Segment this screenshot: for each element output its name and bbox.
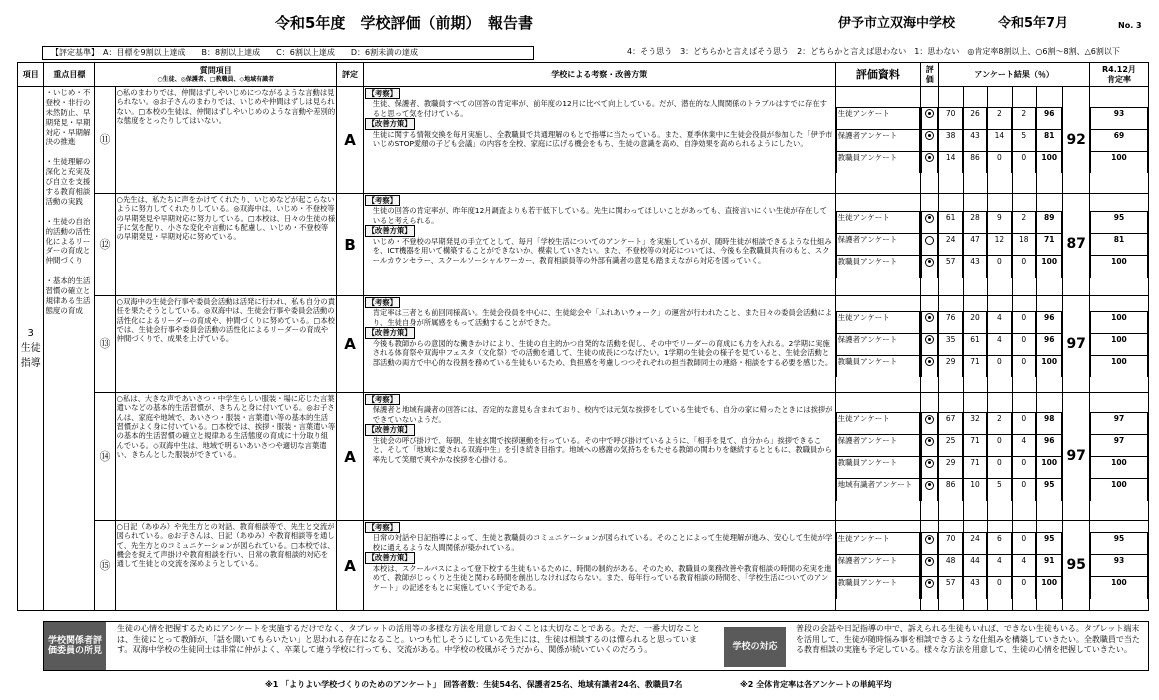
score-value: 28 bbox=[964, 212, 987, 234]
score-value: 4 bbox=[988, 555, 1011, 577]
score-value: 14 bbox=[988, 129, 1011, 151]
score-value: 4 bbox=[988, 311, 1011, 333]
discussion-cell bbox=[363, 296, 835, 393]
r4-value: 100 bbox=[1090, 151, 1147, 173]
material-name: 保護者アンケート bbox=[836, 435, 919, 457]
material-cell bbox=[835, 87, 920, 194]
score-v2 bbox=[988, 194, 1012, 296]
score-value: 96 bbox=[1037, 435, 1062, 457]
overall-rate: 97 bbox=[1063, 393, 1089, 521]
discussion-cell bbox=[363, 521, 835, 611]
rating-scale: 4：そう思う 3：どちらかと言えばそう思う 2：どちらかと言えば思わない 1：思わない ◎肯定率8割以上、○6割～8割、△6割以下 bbox=[627, 47, 1120, 56]
score-v4 bbox=[939, 393, 963, 521]
col-item: 項目 bbox=[18, 63, 44, 87]
score-value: 24 bbox=[964, 533, 987, 555]
score-v3 bbox=[963, 521, 987, 611]
col-questions: 質問項目 ○生徒、◎保護者、□教職員、◇地域有識者 bbox=[95, 63, 337, 87]
score-value: 20 bbox=[964, 311, 987, 333]
score-value: 4 bbox=[988, 333, 1011, 355]
rating-mark-icon bbox=[925, 131, 934, 140]
score-value: 43 bbox=[964, 256, 987, 278]
score-value: 0 bbox=[1013, 333, 1036, 355]
score-value: 6 bbox=[988, 533, 1011, 555]
score-value: 25 bbox=[939, 435, 962, 457]
r4-value: 100 bbox=[1090, 355, 1147, 377]
score-value: 71 bbox=[1037, 234, 1062, 256]
r4-cell bbox=[1089, 296, 1148, 393]
material-cell bbox=[835, 296, 920, 393]
question-text: ○先生は、私たちに声をかけてくれたり、いじめなどが起こらないように努力してくれたりしている。◎双海中は、いじめ・不登校等の早期発見や早期対応に努力している。□本校は、日々の生徒の様子に気を配り、小さな変化や言動にも配慮し、いじめ・不登校等の早期発見・早期対応に努めている。 bbox=[115, 194, 337, 296]
score-value: 100 bbox=[1037, 457, 1062, 479]
kaizen-label: 【改善方策】 bbox=[365, 118, 415, 129]
rating-mark-icon bbox=[925, 313, 934, 322]
score-value: 9 bbox=[988, 212, 1011, 234]
focus-item: ・生徒の自治的活動の活性化によるリーダーの育成と仲間づくり bbox=[45, 216, 91, 266]
score-value: 0 bbox=[1013, 577, 1036, 599]
row-number: ⑪ bbox=[95, 87, 115, 194]
score-v2 bbox=[988, 87, 1012, 194]
score-value: 38 bbox=[939, 129, 962, 151]
score-value: 57 bbox=[939, 256, 962, 278]
score-value: 12 bbox=[988, 234, 1011, 256]
score-v4 bbox=[939, 296, 963, 393]
score-v1 bbox=[1012, 87, 1036, 194]
score-value: 24 bbox=[939, 234, 962, 256]
score-pos bbox=[1037, 393, 1063, 521]
report-date: 令和5年7月 bbox=[998, 16, 1069, 31]
score-value: 71 bbox=[964, 457, 987, 479]
kaizen-text: 本校は、スクールバスによって登下校する生徒もいるために、時間の制約がある。そのため、教職員の業務改善や教育相談の時間の充実を進めて、教師がじっくりと生徒と関わる時間を創出しなければならない。また、毎年行っている教育相談の時間を、「学校生活についてのアンケート」の記述をもとに実施していく予定である。 bbox=[372, 563, 832, 592]
score-value: 0 bbox=[1013, 151, 1036, 173]
score-value: 47 bbox=[964, 234, 987, 256]
r4-value: 97 bbox=[1090, 413, 1147, 435]
score-value: 76 bbox=[939, 311, 962, 333]
r4-value: 95 bbox=[1090, 212, 1147, 234]
rating-mark-icon bbox=[925, 335, 934, 344]
score-value: 43 bbox=[964, 129, 987, 151]
eval-grade: A bbox=[337, 393, 363, 521]
material-name: 教職員アンケート bbox=[836, 457, 919, 479]
material-name: 教職員アンケート bbox=[836, 256, 919, 278]
score-value: 100 bbox=[1037, 256, 1062, 278]
score-v4 bbox=[939, 521, 963, 611]
score-value: 0 bbox=[988, 256, 1011, 278]
score-v4 bbox=[939, 87, 963, 194]
score-value: 91 bbox=[1037, 555, 1062, 577]
table-row bbox=[18, 296, 1149, 393]
committee-label: 学校関係者評価委員の所見 bbox=[44, 622, 106, 670]
score-value: 14 bbox=[939, 151, 962, 173]
rating-mark-icon bbox=[925, 557, 934, 566]
col-survey: アンケート結果（％） bbox=[939, 63, 1090, 87]
kousatsu-text: 生徒、保護者、教職員すべての回答の肯定率が、前年度の12月に比べて向上している。だが、潜在的な人間関係のトラブルはすでに存在すると思って気を付けている。 bbox=[372, 99, 827, 118]
kousatsu-label: 【考察】 bbox=[365, 195, 400, 206]
r4-value: 100 bbox=[1090, 457, 1147, 479]
material-name: 生徒アンケート bbox=[836, 311, 919, 333]
col-rating: 評価 bbox=[921, 63, 939, 87]
score-value: 0 bbox=[1013, 479, 1036, 501]
response-label: 学校の対応 bbox=[724, 627, 786, 667]
material-name: 保護者アンケート bbox=[836, 129, 919, 151]
eval-grade: A bbox=[337, 296, 363, 393]
score-value: 71 bbox=[964, 435, 987, 457]
focus-item: ・基本的生活習慣の確立と規律ある生活態度の育成 bbox=[45, 276, 91, 315]
score-value: 81 bbox=[1037, 129, 1062, 151]
score-value: 2 bbox=[1013, 212, 1036, 234]
r4-value: 100 bbox=[1090, 333, 1147, 355]
committee-text: 生徒の心情を把握するためにアンケートを実施するだけでなく、タブレットの活用等の多様な方法を用意しておくことは大切なことである。ただ、一番大切なことは、生徒にとって教師が、「話を聞いてもらいたい」と思われる存在になること。いつも忙しそうにしている先生には、生徒は相談するのは憚られると思っています。双海中学校の生徒同士は非常に仲がよく、卒業して違う学校に行っても、交流がある。中学校の校風がそうだから、関係が続いていくのだろう。 bbox=[117, 624, 700, 655]
question-text: ○私は、大きな声であいさつ・中学生らしい服装・場に応じた言葉遣いなどの基本的生活習慣が、きちんと身に付いている。◎お子さんは、家庭や地域で、あいさつ・服装・言葉遣い等の基本的生活習慣がよく身に付いている。□本校では、挨拶・服装・言葉遣い等の基本的生活習慣の確立と規律ある生活態度の育成に十分取り組んでいる。◇双海中生は、地域で明るいあいさつや適切な言葉遣い、きちんとした服装ができている。 bbox=[115, 393, 337, 521]
evaluation-table bbox=[17, 62, 1149, 611]
overall-rate: 87 bbox=[1063, 194, 1089, 296]
score-value: 70 bbox=[939, 107, 962, 129]
material-name: 生徒アンケート bbox=[836, 107, 919, 129]
score-value: 35 bbox=[939, 333, 962, 355]
rating-mark-icon bbox=[925, 437, 934, 446]
score-v1 bbox=[1012, 194, 1036, 296]
overall-rate: 95 bbox=[1063, 521, 1089, 611]
page-title: 令和5年度 学校評価（前期） 報告書 bbox=[275, 14, 533, 32]
school-name: 伊予市立双海中学校 bbox=[838, 16, 956, 31]
eval-grade: A bbox=[337, 87, 363, 194]
rating-cell bbox=[921, 393, 939, 521]
score-value: 61 bbox=[964, 333, 987, 355]
material-name: 生徒アンケート bbox=[836, 212, 919, 234]
score-value: 4 bbox=[1013, 435, 1036, 457]
score-value: 57 bbox=[939, 577, 962, 599]
r4-value: 100 bbox=[1090, 479, 1147, 501]
r4-value: 93 bbox=[1090, 555, 1147, 577]
rating-cell bbox=[921, 194, 939, 296]
material-name: 保護者アンケート bbox=[836, 333, 919, 355]
score-pos bbox=[1037, 296, 1063, 393]
material-name: 生徒アンケート bbox=[836, 413, 919, 435]
score-pos bbox=[1037, 521, 1063, 611]
material-name: 教職員アンケート bbox=[836, 577, 919, 599]
score-v1 bbox=[1012, 296, 1036, 393]
score-value: 0 bbox=[1013, 533, 1036, 555]
overall-rate: 97 bbox=[1063, 296, 1089, 393]
score-value: 0 bbox=[1013, 413, 1036, 435]
r4-value: 97 bbox=[1090, 435, 1147, 457]
score-value: 67 bbox=[939, 413, 962, 435]
col-discussion: 学校による考察・改善方策 bbox=[363, 63, 835, 87]
score-v2 bbox=[988, 521, 1012, 611]
r4-cell bbox=[1089, 194, 1148, 296]
kaizen-text: いじめ・不登校の早期発見の手立てとして、毎月「学校生活についてのアンケート」を実施しているが、随時生徒が相談できるような仕組みを、ICT機器を用いて構築することができないか、模索していきたい。また、不登校等の対応については、今後も全教職員共有のもと、スクールカウンセラー、スクールソーシャルワーカー、教育相談員等の外部有識者の意見も踏まえながら対応を図っていく。 bbox=[372, 236, 832, 265]
rating-mark-icon bbox=[925, 481, 934, 490]
material-cell bbox=[835, 393, 920, 521]
score-value: 61 bbox=[939, 212, 962, 234]
kousatsu-label: 【考察】 bbox=[365, 297, 400, 308]
rating-cell bbox=[921, 87, 939, 194]
r4-value: 95 bbox=[1090, 533, 1147, 555]
evaluation-criteria: 【評定基準】 A：目標を9割以上達成 B：8割以上達成 C：6割以上達成 D：6割未満の達成 bbox=[42, 46, 534, 60]
score-value: 96 bbox=[1037, 333, 1062, 355]
kousatsu-text: 肯定率は三者とも前回同様高い。生徒会役員を中心に、生徒総会や「ふれあいウォーク」の運営が行われたこと、また日々の委員会活動により、生徒自身が所属感をもって活動することができた。 bbox=[372, 308, 833, 327]
rating-mark-icon bbox=[925, 236, 934, 245]
overall-rate: 92 bbox=[1063, 87, 1089, 194]
score-value: 29 bbox=[939, 355, 962, 377]
rating-mark-icon bbox=[925, 579, 934, 588]
eval-grade: A bbox=[337, 521, 363, 611]
rating-cell bbox=[921, 521, 939, 611]
response-text: 普段の会話や日記指導の中で、訴えられる生徒もいれば、できない生徒もいる。タブレット端末を活用して、生徒が随時悩み事を相談できるような仕組みを構築していきたい。全教職員で当たる教育相談の実施も予定している。様々な方法を用意して、生徒の心情を把握していきたい。 bbox=[796, 624, 1140, 655]
score-value: 10 bbox=[964, 479, 987, 501]
rating-mark-icon bbox=[925, 535, 934, 544]
question-text: ○私のまわりでは、仲間はずしやいじめにつながるような言動は見られない。◎お子さんのまわりでは、いじめや仲間はずしは見られない。□本校の生徒は、仲間はずしやいじめのような言動や差別的な態度をとったりしてはいない。 bbox=[115, 87, 337, 194]
rating-mark-icon bbox=[925, 415, 934, 424]
r4-cell bbox=[1089, 393, 1148, 521]
score-value: 18 bbox=[1013, 234, 1036, 256]
eval-grade: B bbox=[337, 194, 363, 296]
table-row bbox=[18, 393, 1149, 521]
kousatsu-text: 日常の対話や日記指導によって、生徒と教職員のコミュニケーションが図られている。そのことによって生徒理解が進み、安心して生徒が学校に通えるような人間関係が築かれている。 bbox=[372, 533, 833, 552]
rating-mark-icon bbox=[925, 109, 934, 118]
kousatsu-label: 【考察】 bbox=[365, 394, 400, 405]
score-value: 86 bbox=[964, 151, 987, 173]
score-value: 0 bbox=[988, 355, 1011, 377]
kaizen-text: 今後も教師からの意図的な働きかけにより、生徒の自主的かつ自発的な活動を促し、その中でリーダーの育成にも力を入れる。2学期に実施される体育祭や双海中フェスタ（文化祭）での活動を通して、生徒の成長につなげたい。1学期の生徒会の様子を見ていると、生徒会活動と部活動の両方で中心的な役割を務めている生徒もいるため、負担感を考慮しつつそれぞれの担当教師同士の連絡・相談をする必要を感じた。 bbox=[372, 338, 833, 367]
r4-value: 100 bbox=[1090, 577, 1147, 599]
col-focus: 重点目標 bbox=[44, 63, 95, 87]
score-value: 26 bbox=[964, 107, 987, 129]
material-name: 地域有識者アンケート bbox=[836, 479, 919, 501]
score-v3 bbox=[963, 87, 987, 194]
score-value: 4 bbox=[1013, 555, 1036, 577]
score-value: 0 bbox=[1013, 355, 1036, 377]
rating-mark-icon bbox=[925, 214, 934, 223]
score-value: 100 bbox=[1037, 355, 1062, 377]
score-value: 86 bbox=[939, 479, 962, 501]
material-name: 教職員アンケート bbox=[836, 355, 919, 377]
discussion-cell bbox=[363, 393, 835, 521]
material-name: 生徒アンケート bbox=[836, 533, 919, 555]
rating-mark-icon bbox=[925, 153, 934, 162]
r4-cell bbox=[1089, 87, 1148, 194]
score-v1 bbox=[1012, 393, 1036, 521]
rating-cell bbox=[921, 296, 939, 393]
row-number: ⑮ bbox=[95, 521, 115, 611]
score-v3 bbox=[963, 194, 987, 296]
score-value: 100 bbox=[1037, 577, 1062, 599]
question-text: ○双海中の生徒会行事や委員会活動は活発に行われ、私も自分の責任を果たそうとしている。◎双海中は、生徒会行事や委員会活動の活性化によるリーダーの育成や、仲間づくりに努めている。□本校では、生徒会行事や委員会活動の活性化によるリーダーの育成や仲間づくりで、成果を上げている。 bbox=[115, 296, 337, 393]
score-value: 0 bbox=[1013, 311, 1036, 333]
material-cell bbox=[835, 194, 920, 296]
kousatsu-text: 保護者と地域有識者の回答には、否定的な意見も含まれており、校内では元気な挨拶をしている生徒でも、自分の家に帰ったときには挨拶ができていないようだ。 bbox=[372, 405, 833, 424]
score-value: 100 bbox=[1037, 151, 1062, 173]
score-v2 bbox=[988, 393, 1012, 521]
score-value: 0 bbox=[988, 457, 1011, 479]
table-row bbox=[18, 194, 1149, 296]
score-value: 98 bbox=[1037, 413, 1062, 435]
rating-mark-icon bbox=[925, 258, 934, 267]
score-value: 48 bbox=[939, 555, 962, 577]
score-value: 70 bbox=[939, 533, 962, 555]
material-name: 教職員アンケート bbox=[836, 151, 919, 173]
discussion-cell bbox=[363, 194, 835, 296]
score-value: 29 bbox=[939, 457, 962, 479]
r4-value: 100 bbox=[1090, 256, 1147, 278]
material-cell bbox=[835, 521, 920, 611]
score-value: 0 bbox=[988, 577, 1011, 599]
score-v4 bbox=[939, 194, 963, 296]
footnote-2: ※2 全体肯定率は各アンケートの単純平均 bbox=[740, 680, 892, 689]
focus-cell bbox=[44, 87, 95, 611]
page-number: No. 3 bbox=[1118, 21, 1142, 30]
score-value: 0 bbox=[1013, 457, 1036, 479]
material-name: 保護者アンケート bbox=[836, 555, 919, 577]
kaizen-text: 生徒会の呼び掛けで、毎朝、生徒玄関で挨拶運動を行っている。その中で呼び掛けているように、「相手を見て、自分から」挨拶できること、そして「地域に愛される双海中生」を引き続き目指す。地域への感謝の気持ちをもたせる教師の関わりを継続するとともに、教職員から率先して笑顔で爽やかな挨拶を心掛ける。 bbox=[372, 435, 832, 464]
kousatsu-label: 【考察】 bbox=[365, 88, 400, 99]
r4-value: 69 bbox=[1090, 129, 1147, 151]
material-name: 保護者アンケート bbox=[836, 234, 919, 256]
item-cell: 3 生徒指導 bbox=[18, 87, 44, 611]
table-row bbox=[18, 521, 1149, 611]
col-r4: R4.12月 肯定率 bbox=[1089, 63, 1148, 87]
focus-item: ・いじめ・不登校・非行の未然防止、早期発見・早期対応・早期解決の推進 bbox=[45, 88, 91, 147]
rating-mark-icon bbox=[925, 357, 934, 366]
kaizen-label: 【改善方策】 bbox=[365, 552, 415, 563]
score-value: 0 bbox=[988, 151, 1011, 173]
score-value: 2 bbox=[1013, 107, 1036, 129]
r4-cell bbox=[1089, 521, 1148, 611]
discussion-cell bbox=[363, 87, 835, 194]
kaizen-label: 【改善方策】 bbox=[365, 327, 415, 338]
score-value: 32 bbox=[964, 413, 987, 435]
score-value: 89 bbox=[1037, 212, 1062, 234]
kaizen-text: 生徒に関する情報交換を毎月実施し、全教職員で共通理解のもとで指導に当たっている。また、夏季休業中に生徒会役員が参加した「伊予市いじめSTOP愛顔の子ども会議」の内容を全校、家庭に広げる機会をもち、生徒の意識を高め、自浄効果を高められるようにしたい。 bbox=[372, 129, 833, 149]
score-value: 96 bbox=[1037, 311, 1062, 333]
committee-panel bbox=[43, 621, 1149, 671]
rating-mark-icon bbox=[925, 459, 934, 468]
footnote-1: ※1 「よりよい学校づくりのためのアンケート」 回答者数：生徒54名、保護者25名、地域有識者24名、教職員7名 bbox=[265, 680, 683, 689]
col-eval: 評定 bbox=[337, 63, 363, 87]
score-value: 43 bbox=[964, 577, 987, 599]
r4-value: 93 bbox=[1090, 107, 1147, 129]
score-value: 96 bbox=[1037, 107, 1062, 129]
score-value: 0 bbox=[1013, 256, 1036, 278]
score-pos bbox=[1037, 194, 1063, 296]
focus-item: ・生徒理解の深化と充実及び自立を支援する教育相談活動の実践 bbox=[45, 157, 91, 206]
row-number: ⑭ bbox=[95, 393, 115, 521]
score-value: 44 bbox=[964, 555, 987, 577]
score-value: 95 bbox=[1037, 533, 1062, 555]
row-number: ⑫ bbox=[95, 194, 115, 296]
r4-value: 81 bbox=[1090, 234, 1147, 256]
kousatsu-label: 【考察】 bbox=[365, 522, 400, 533]
question-text: ○日記（あゆみ）や先生方との対話、教育相談等で、先生と交流が図られている。◎お子さんは、日記（あゆみ）や教育相談等を通して、先生方とのコミュニケーションが図られている。□本校では、機会を捉えて声掛けや教育相談を行い、日常の教育相談的対応を通して生徒との交流を深めようとしている。 bbox=[115, 521, 337, 611]
score-pos bbox=[1037, 87, 1063, 194]
table-row bbox=[18, 87, 1149, 194]
r4-value: 100 bbox=[1090, 311, 1147, 333]
score-v3 bbox=[963, 393, 987, 521]
col-material: 評価資料 bbox=[835, 63, 920, 87]
score-value: 2 bbox=[988, 413, 1011, 435]
kaizen-label: 【改善方策】 bbox=[365, 225, 415, 236]
score-value: 5 bbox=[1013, 129, 1036, 151]
score-v2 bbox=[988, 296, 1012, 393]
score-v1 bbox=[1012, 521, 1036, 611]
score-value: 95 bbox=[1037, 479, 1062, 501]
kousatsu-text: 生徒の回答の肯定率が、昨年度12月調査よりも若干低下している。先生に関わってほしいことがあっても、直接言いにくい生徒が存在していると考えられる。 bbox=[372, 206, 828, 225]
score-value: 2 bbox=[988, 107, 1011, 129]
score-v3 bbox=[963, 296, 987, 393]
score-value: 0 bbox=[988, 435, 1011, 457]
score-value: 5 bbox=[988, 479, 1011, 501]
kaizen-label: 【改善方策】 bbox=[365, 424, 415, 435]
row-number: ⑬ bbox=[95, 296, 115, 393]
score-value: 71 bbox=[964, 355, 987, 377]
